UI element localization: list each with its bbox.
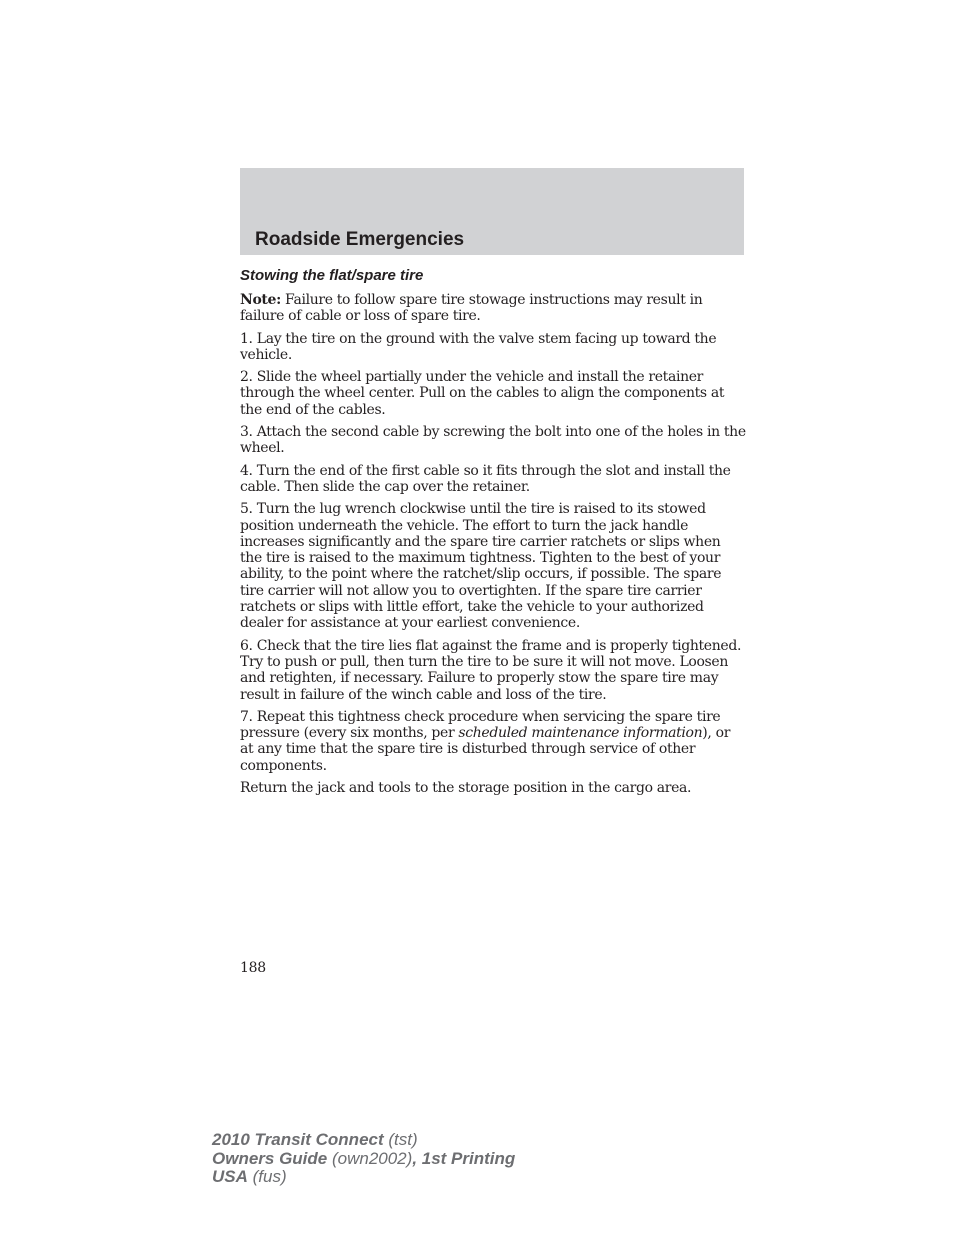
note-label: Note: — [240, 292, 281, 308]
scheduled-maintenance-link[interactable]: scheduled maintenance information — [458, 725, 703, 742]
section-title: Roadside Emergencies — [255, 229, 465, 250]
footer-vehicle: 2010 Transit Connect — [212, 1130, 384, 1149]
step-7-text-after: ), or at any time that the spare tire is disturbed through service of other components. — [240, 725, 731, 774]
footer-line-1 — [212, 1131, 515, 1150]
step-1: 1. Lay the tire on the ground with the valve stem facing up toward the vehicle. — [240, 330, 717, 363]
step-2: 2. Slide the wheel partially under the vehicle and install the retainer through the wheel center. Pull on the cables to align the components at the end of the cables. — [240, 369, 725, 418]
step-6: 6. Check that the tire lies flat against the frame and is properly tightened. Try to push or pull, then turn the tire to be sure it will not move. Loosen and retighten, if necessary. Failure to properly stow the spare tire may result in failure of the winch cable and loss of the tire. — [240, 637, 742, 703]
subheading: Stowing the flat/spare tire — [240, 267, 424, 284]
document-footer — [212, 1131, 515, 1187]
step-7 — [240, 709, 746, 774]
step-7-text-before: 7. Repeat this tightness check procedure when servicing the spare tire pressure (every six months, per — [240, 708, 721, 742]
step-5: 5. Turn the lug wrench clockwise until the tire is raised to its stowed position underneath the vehicle. The effort to turn the jack handle increases significantly and the spare tire carrier ratchets or slips when the tire is raised to the maximum tightness. Tighten to the best of your ability, to the point where the ratchet/slip occurs, if possible. The spare tire carrier will not allow you to overtighten. If the spare tire carrier ratchets or slips with little effort, take the vehicle to your authorized dealer for assistance at your earliest convenience. — [240, 501, 722, 632]
footer-vehicle-code: (tst) — [383, 1130, 418, 1149]
note-paragraph — [240, 292, 746, 325]
footer-market: USA — [212, 1167, 248, 1186]
footer-guide: Owners Guide — [212, 1148, 328, 1168]
page-number: 188 — [240, 960, 266, 976]
closing-paragraph: Return the jack and tools to the storage position in the cargo area. — [240, 780, 692, 797]
footer-market-code: (fus) — [247, 1167, 287, 1186]
note-text: Failure to follow spare tire stowage instructions may result in failure of cable or loss of spare tire. — [240, 292, 703, 325]
footer-printing: , 1st Printing — [412, 1148, 516, 1168]
page-content — [240, 266, 746, 802]
footer-line-3 — [212, 1168, 515, 1187]
step-3: 3. Attach the second cable by screwing the bolt into one of the holes in the wheel. — [240, 424, 746, 457]
footer-line-2 — [212, 1150, 515, 1169]
footer-guide-code: (own2002) — [327, 1148, 413, 1168]
step-4: 4. Turn the end of the first cable so it fits through the slot and install the cable. Then slide the cap over the retainer. — [240, 462, 731, 495]
section-header-band — [240, 168, 744, 255]
